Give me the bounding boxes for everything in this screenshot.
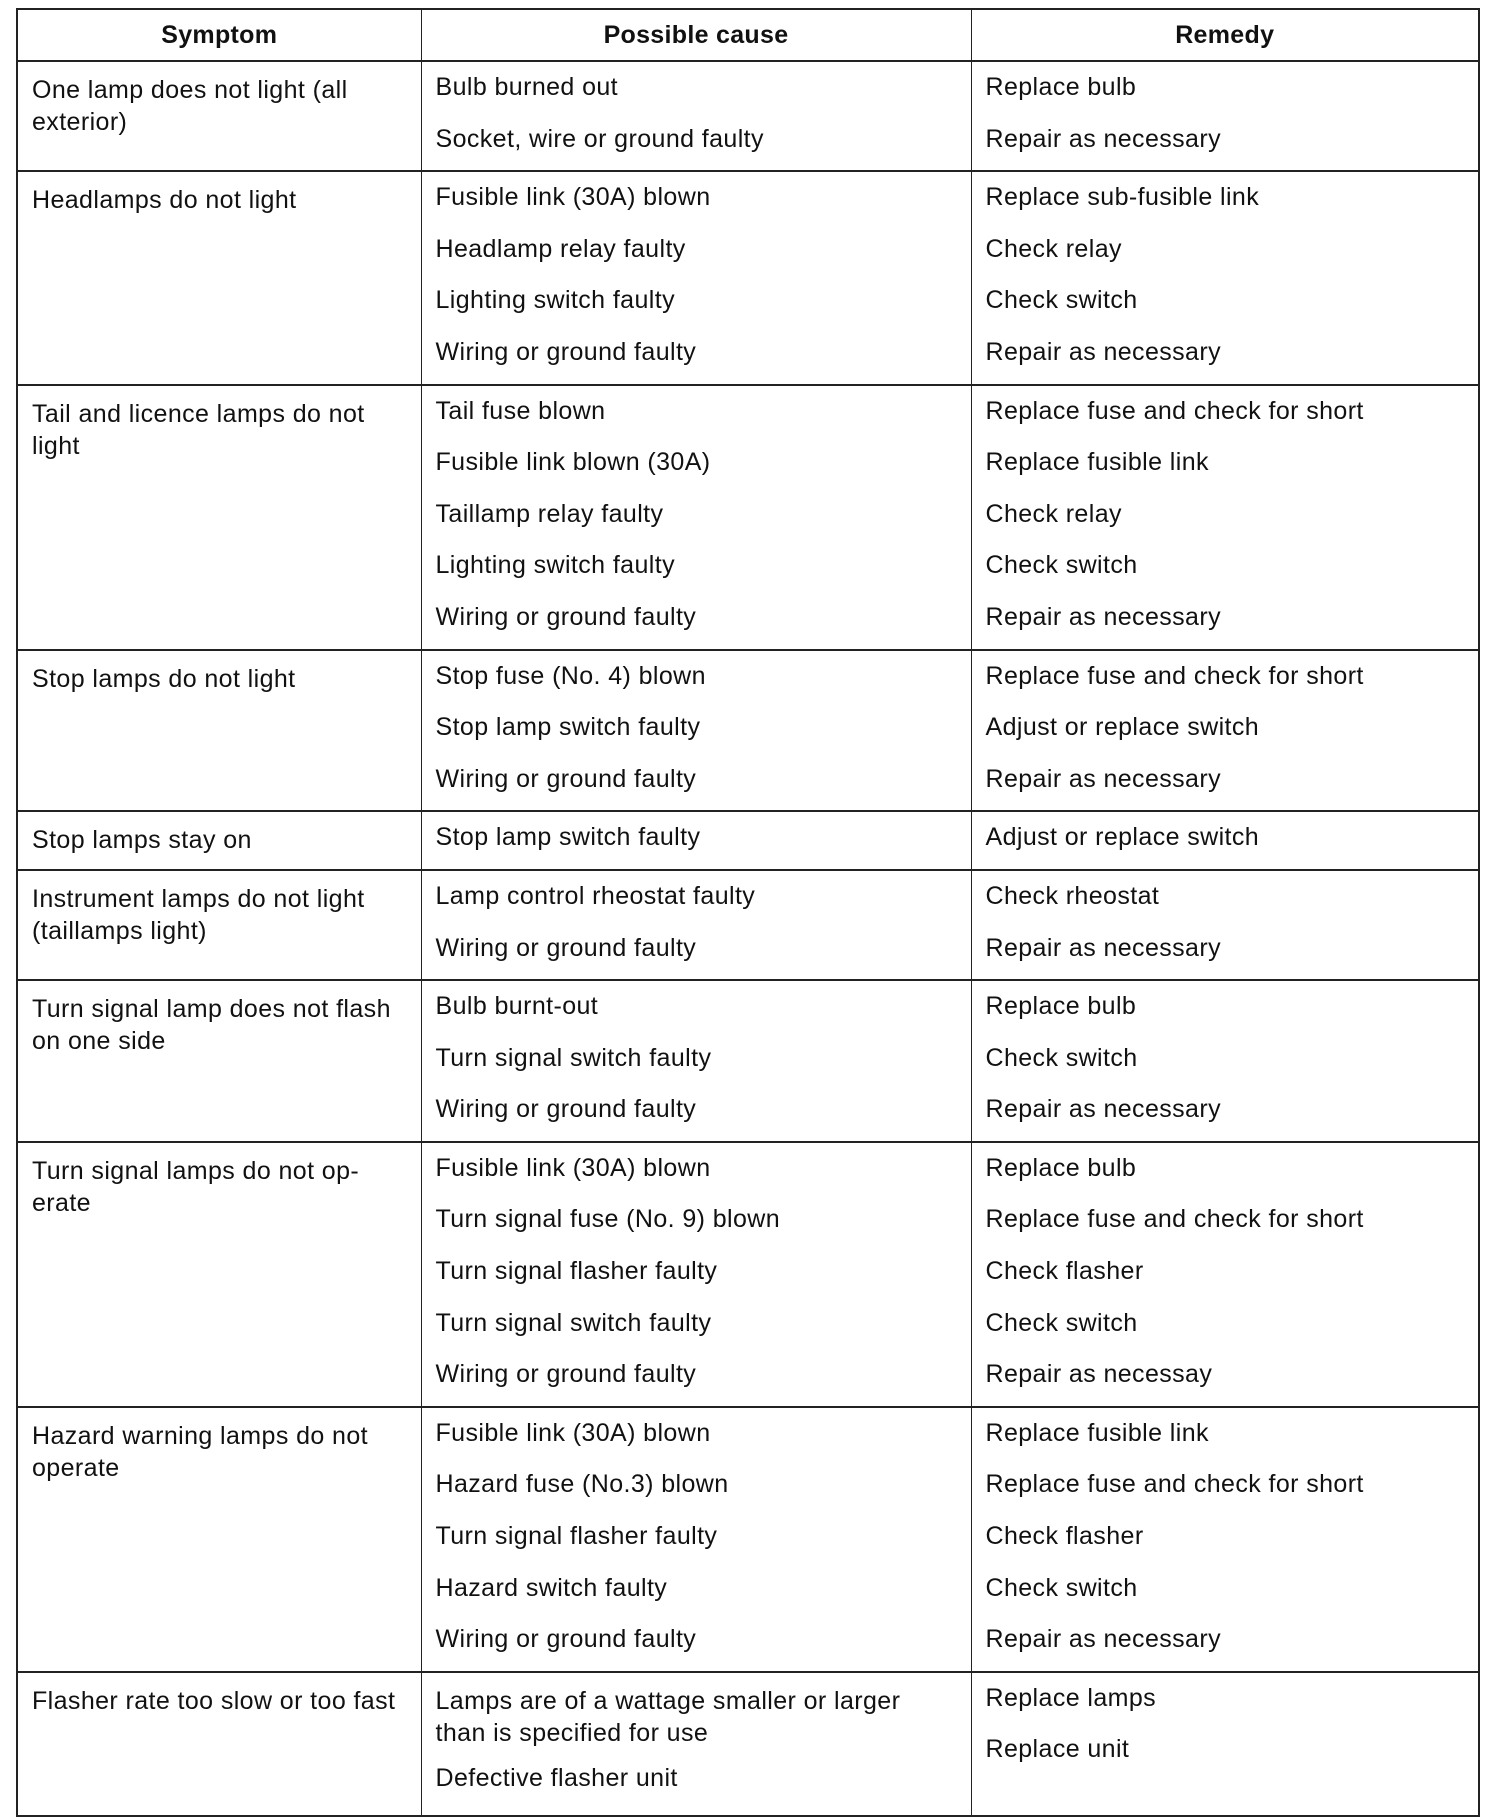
remedy-item: Replace fusible link: [985, 1418, 1209, 1447]
remedy-item: Replace fuse and check for short: [985, 1470, 1364, 1499]
cause-item: Headlamp relay faulty: [435, 234, 686, 263]
remedy-item: Repair as necessary: [985, 337, 1221, 366]
remedy-item: Replace fuse and check for short: [985, 1205, 1364, 1234]
remedy-item: Replace bulb: [985, 992, 1137, 1021]
symptom-group: [17, 171, 1479, 384]
cause-item: Wiring or ground faulty: [435, 933, 697, 962]
remedy-cell: [971, 650, 1479, 812]
table-row: [17, 1407, 1479, 1672]
remedy-item: Check switch: [985, 551, 1138, 580]
symptom-group: [17, 1407, 1479, 1672]
remedy-item: Repair as necessary: [985, 1095, 1221, 1124]
remedy-item: Replace fuse and check for short: [985, 661, 1364, 690]
remedy-cell: [971, 1672, 1479, 1817]
troubleshooting-table: [16, 8, 1480, 1817]
remedy-item: Replace bulb: [985, 73, 1137, 101]
cause-item: Wiring or ground faulty: [435, 1360, 697, 1389]
symptom-cell: Flasher rate too slow or too fast: [17, 1672, 421, 1817]
table-row: [17, 811, 1479, 870]
troubleshooting-sheet: [16, 8, 1478, 1817]
remedy-item: Replace bulb: [985, 1153, 1137, 1182]
remedy-item: Replace fuse and check for short: [985, 396, 1364, 425]
possible-cause-cell: [421, 385, 971, 650]
table-row: [17, 171, 1479, 384]
remedy-item: Repair as necessary: [985, 1625, 1221, 1654]
remedy-item: Check flasher: [985, 1257, 1144, 1286]
cause-item: Lamps are of a wattage smaller or larger than is specified for use: [435, 1686, 901, 1747]
remedy-item: Check switch: [985, 286, 1138, 315]
remedy-cell: [971, 811, 1479, 870]
cause-item: Wiring or ground faulty: [435, 1095, 697, 1124]
possible-cause-cell: [421, 171, 971, 384]
remedy-item: Replace fusible link: [985, 448, 1209, 477]
cause-item: Fusible link (30A) blown: [435, 183, 711, 212]
cause-item: Turn signal flasher faulty: [435, 1257, 718, 1286]
cause-item: Fusible link (30A) blown: [435, 1153, 711, 1182]
cause-item: Stop fuse (No. 4) blown: [435, 661, 706, 690]
symptom-group: [17, 870, 1479, 980]
symptom-cell: Stop lamps do not light: [17, 650, 421, 812]
cause-item: Fusible link (30A) blown: [435, 1418, 711, 1447]
cause-item: Fusible link blown (30A): [435, 448, 711, 477]
remedy-item: Replace lamps: [985, 1683, 1157, 1712]
remedy-item: Check flasher: [985, 1522, 1144, 1551]
remedy-item: Repair as necessay: [985, 1360, 1213, 1389]
symptom-cell: Instrument lamps do not light (taillamps light): [17, 870, 421, 980]
table-row: [17, 870, 1479, 980]
possible-cause-cell: [421, 980, 971, 1142]
symptom-cell: Turn signal lamps do not op- erate: [17, 1142, 421, 1407]
header-row: [17, 9, 1479, 61]
symptom-group: [17, 650, 1479, 812]
possible-cause-cell: [421, 811, 971, 870]
remedy-item: Repair as necessary: [985, 933, 1221, 962]
header-possible-cause: Possible cause: [421, 9, 971, 61]
remedy-cell: [971, 1407, 1479, 1672]
header-symptom: Symptom: [17, 9, 421, 61]
symptom-cell: Hazard warning lamps do not operate: [17, 1407, 421, 1672]
remedy-item: Replace sub-fusible link: [985, 183, 1260, 212]
cause-item: Wiring or ground faulty: [435, 1625, 697, 1654]
remedy-item: Check switch: [985, 1043, 1138, 1072]
header-remedy: Remedy: [971, 9, 1479, 61]
cause-item: Bulb burnt-out: [435, 992, 599, 1021]
remedy-item: Repair as necessary: [985, 124, 1221, 153]
remedy-item: Repair as necessary: [985, 764, 1221, 793]
remedy-item: Repair as necessary: [985, 602, 1221, 631]
cause-item: Lamp control rheostat faulty: [435, 881, 756, 910]
remedy-cell: [971, 171, 1479, 384]
table-row: [17, 650, 1479, 812]
remedy-item: Check switch: [985, 1573, 1138, 1602]
symptom-cell: One lamp does not light (all exterior): [17, 61, 421, 171]
symptom-group: [17, 385, 1479, 650]
remedy-cell: [971, 870, 1479, 980]
symptom-cell: Headlamps do not light: [17, 171, 421, 384]
cause-item: Hazard fuse (No.3) blown: [435, 1470, 729, 1499]
cause-item: Defective flasher unit: [435, 1763, 678, 1792]
remedy-item: Replace unit: [985, 1735, 1130, 1764]
remedy-item: Adjust or replace switch: [985, 713, 1260, 742]
table-row: [17, 1672, 1479, 1817]
table-row: [17, 61, 1479, 171]
possible-cause-cell: [421, 1672, 971, 1817]
symptom-cell: Tail and licence lamps do not light: [17, 385, 421, 650]
symptom-cell: Stop lamps stay on: [17, 811, 421, 870]
cause-item: Turn signal switch faulty: [435, 1308, 712, 1337]
cause-item: Socket, wire or ground faulty: [435, 124, 764, 153]
symptom-group: [17, 1142, 1479, 1407]
remedy-cell: [971, 385, 1479, 650]
possible-cause-cell: [421, 870, 971, 980]
table-row: [17, 1142, 1479, 1407]
cause-item: Lighting switch faulty: [435, 286, 675, 315]
cause-item: Taillamp relay faulty: [435, 499, 664, 528]
cause-item: Bulb burned out: [435, 73, 619, 101]
possible-cause-cell: [421, 61, 971, 171]
cause-item: Stop lamp switch faulty: [435, 713, 701, 742]
remedy-item: Adjust or replace switch: [985, 823, 1260, 852]
remedy-cell: [971, 980, 1479, 1142]
cause-item: Stop lamp switch faulty: [435, 823, 701, 852]
remedy-item: Check switch: [985, 1308, 1138, 1337]
remedy-cell: [971, 1142, 1479, 1407]
cause-item: Lighting switch faulty: [435, 551, 675, 580]
symptom-cell: Turn signal lamp does not flash on one side: [17, 980, 421, 1142]
cause-item: Turn signal switch faulty: [435, 1043, 712, 1072]
table-row: [17, 980, 1479, 1142]
cause-item: Wiring or ground faulty: [435, 337, 697, 366]
remedy-item: Check relay: [985, 234, 1122, 263]
cause-item: Wiring or ground faulty: [435, 764, 697, 793]
symptom-group: [17, 811, 1479, 870]
table-row: [17, 385, 1479, 650]
remedy-cell: [971, 61, 1479, 171]
cause-item: Wiring or ground faulty: [435, 602, 697, 631]
symptom-group: [17, 1672, 1479, 1817]
cause-item: Turn signal fuse (No. 9) blown: [435, 1205, 781, 1234]
possible-cause-cell: [421, 1407, 971, 1672]
table-header: [17, 9, 1479, 61]
symptom-group: [17, 980, 1479, 1142]
symptom-group: [17, 61, 1479, 171]
cause-item: Turn signal flasher faulty: [435, 1522, 718, 1551]
remedy-item: Check relay: [985, 499, 1122, 528]
remedy-item: Check rheostat: [985, 881, 1160, 910]
possible-cause-cell: [421, 650, 971, 812]
cause-item: Hazard switch faulty: [435, 1573, 668, 1602]
possible-cause-cell: [421, 1142, 971, 1407]
cause-item: Tail fuse blown: [435, 396, 606, 425]
